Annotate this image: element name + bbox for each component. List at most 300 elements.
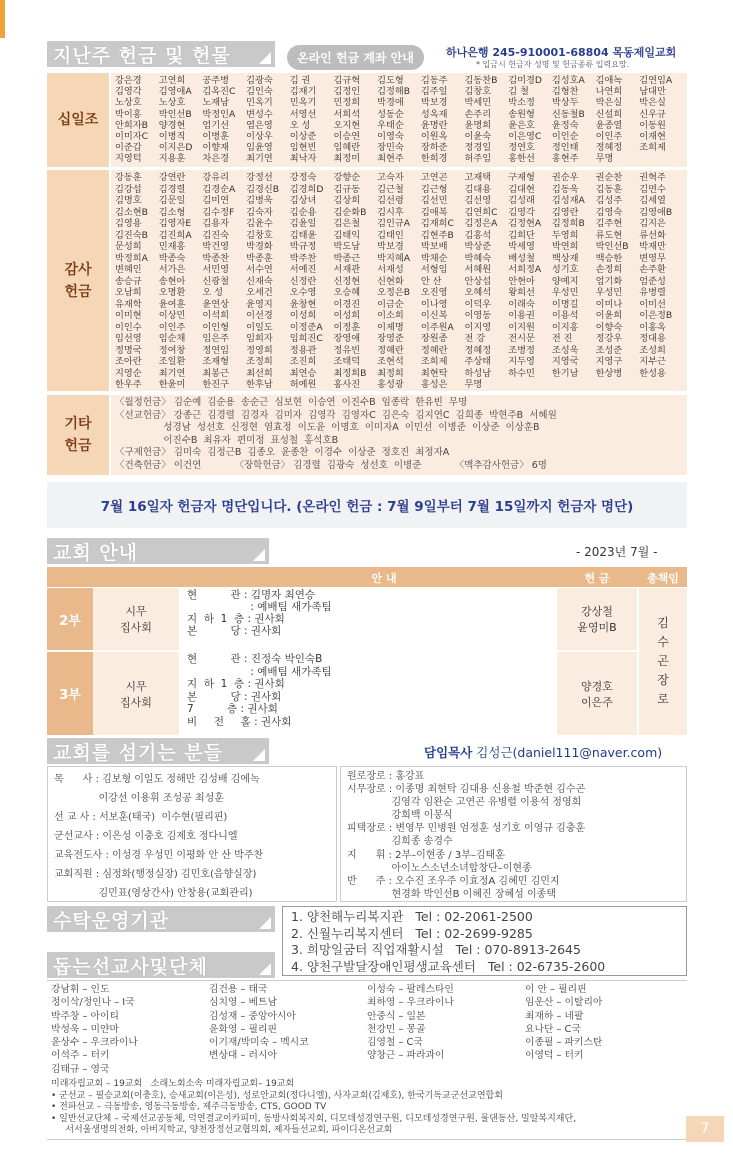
thanks-name: 김상희: [333, 195, 361, 206]
thanks-name: 무명: [464, 379, 483, 390]
service-3-offering-text: 양경호 이은주: [581, 679, 613, 709]
thanks-name: 김소형: [158, 206, 186, 218]
thanks-name: 이주원A: [420, 321, 454, 333]
missionary-entry: 이영덕 – 터키: [525, 1050, 584, 1062]
missions-title: 돕는선교사및단체: [53, 955, 208, 978]
thanks-name: 이덕우: [464, 298, 492, 310]
tithe-name: 장하준: [420, 142, 448, 154]
thanks-name: 김정희B: [551, 218, 585, 229]
trust-section-header: [47, 906, 275, 932]
tithe-name: 최낙자: [289, 153, 317, 165]
service-2-label: 2부: [59, 613, 81, 629]
thanks-name: 권순우: [551, 172, 579, 183]
thanks-row: [115, 379, 683, 391]
thanks-name: 박혜숙: [464, 252, 492, 264]
servant-line: 김영각 임완순 고연곤 유병렬 이용석 정영희: [347, 797, 582, 809]
missions-section-header: [47, 952, 275, 978]
thanks-name: 이미나: [595, 298, 623, 310]
tithe-name: 박인선B: [158, 108, 192, 120]
thanks-row: [115, 172, 683, 184]
tithe-name: 노상호: [158, 97, 186, 109]
servant-line: 김민표(영상간사) 안창용(교회관리): [54, 888, 253, 899]
missionary-row: [51, 1049, 683, 1062]
missionary-row: [51, 996, 683, 1009]
service-3-offering: [557, 652, 637, 735]
tithe-name: 임혜란: [333, 142, 361, 154]
missionary-entry: 윤화영 – 필리핀: [209, 1023, 277, 1035]
col-guide-header: 안 내: [371, 572, 397, 585]
header-corner-icon: [253, 549, 265, 561]
thanks-name: 류도현: [595, 229, 623, 241]
thanks-name: 윤창현: [289, 298, 317, 310]
etc-table: [47, 395, 687, 475]
missionary-entry: 안중식 – 일본: [367, 1010, 426, 1022]
guide-section-header: [47, 538, 269, 564]
tithe-name: 김옥진C: [202, 86, 236, 98]
missionary-entry: 심치영 – 베트남: [209, 997, 277, 1009]
thanks-name: 조진희: [289, 356, 317, 367]
tithe-name: 이병훈: [202, 130, 230, 142]
mission-extra-line: • 전파선교 – 극동방송, 영동극동방송, 제주극동방송, CTS, GOOD TV: [51, 1102, 327, 1112]
tithe-name: 이재현: [639, 130, 666, 142]
thanks-name: 변혜인: [115, 264, 142, 275]
tithe-row: [115, 142, 683, 153]
thanks-name: 장원종: [420, 333, 448, 344]
etc-line: 〈월정헌금〉 김순예 김순용 송순근 심보현 이승연 이진수B 임종락 한유빈 무명: [115, 397, 468, 408]
thanks-name: 송현아: [158, 275, 186, 287]
tithe-name: 최현주: [377, 153, 404, 165]
thanks-name: 유재학: [115, 298, 142, 310]
thanks-name: 한후남: [246, 379, 273, 390]
tithe-name: 김연임A: [639, 75, 673, 86]
thanks-name: 이지홍: [551, 321, 579, 333]
guide-table: [47, 567, 687, 735]
thanks-name: 권혁주: [639, 172, 666, 183]
online-offering-pill: 온라인 헌금 계좌 안내: [287, 45, 424, 70]
thanks-name: 김희단: [508, 229, 535, 241]
thanks-name: 김성래: [508, 195, 535, 206]
servant-line: 지 휘 : 2부–이현종 / 3부–김태훈: [347, 849, 505, 861]
tithe-row: [115, 131, 683, 142]
service-3-label: 3부: [59, 688, 81, 703]
servant-line: 선 교 사 : 서보훈(태국) 이수현(필리핀): [54, 812, 228, 823]
trust-title: 수탁운영기관: [53, 909, 170, 932]
thanks-name: 김순화B: [333, 206, 367, 218]
tithe-name: 오지현: [333, 119, 361, 131]
thanks-name: 조성희: [639, 344, 666, 356]
thanks-name: 김인규A: [377, 218, 411, 229]
trust-line: 2. 신월누리복지센터 Tel : 02-2699-9285: [291, 925, 533, 941]
tithe-name: 김인숙: [246, 86, 273, 98]
tithe-row: [115, 75, 683, 86]
thanks-name: 민재홍: [158, 241, 186, 252]
thanks-name: 이미현: [115, 310, 142, 321]
service-3-guide-lines: [187, 653, 547, 736]
thanks-name: 신정란: [289, 275, 317, 287]
guide-line: 지 하 1 층 : 권사회: [187, 613, 285, 625]
thanks-name: 조병정: [508, 344, 535, 356]
tithe-name: 공주병: [202, 75, 230, 86]
servants-right-box: [340, 766, 687, 902]
tithe-name: 정인태: [551, 142, 579, 154]
thanks-name: 한기남: [551, 367, 579, 379]
thanks-name: 최봉근: [202, 367, 230, 379]
tithe-name: 김도형: [377, 75, 404, 86]
thanks-row: [115, 195, 683, 207]
guide-title: 교회 안내: [53, 541, 139, 564]
thanks-name: 박종훈: [246, 252, 273, 264]
thanks-name: 이향숙: [595, 321, 623, 333]
mission-extra-line: • 군선교 – 필승교회(이충호), 승새교회(이은성), 성로안교회(정다니엘), 사자교회(김제호), 한국기독교군선교연합회: [51, 1090, 503, 1101]
thanks-name: 조정희: [246, 356, 273, 367]
tithe-table: [47, 73, 687, 167]
mission-extra-line: • 일반선교단체 – 국제선교공동체, 덕연결교이카피미, 동방사회복지회, 디모데성경연구원, 디모데성경연구원, 물댄동산, 밀알복지재단,: [51, 1113, 577, 1124]
thanks-name: 임순채: [158, 333, 186, 344]
servant-line: 현경화 박인선B 이혜진 장혜성 이종택: [347, 888, 556, 900]
tithe-name: 정경일: [464, 142, 492, 154]
thanks-row: [115, 207, 683, 219]
thanks-name: 구재형: [508, 172, 535, 183]
thanks-name: 엄기화: [595, 275, 623, 287]
missionary-entry: 변상대 – 러시아: [209, 1050, 277, 1062]
tithe-name: 민옥기: [246, 97, 273, 109]
thanks-name: 장영애: [333, 333, 361, 344]
thanks-name: 이성희: [289, 310, 317, 321]
thanks-name: 김숙자: [246, 206, 273, 218]
thanks-name: 김근철: [377, 183, 404, 195]
thanks-name: 유병렬: [639, 287, 666, 298]
tithe-name: 신설희: [595, 108, 623, 120]
tithe-name: 서영선: [289, 108, 317, 120]
pastor-label: 담임목사: [424, 745, 473, 760]
thanks-name: 박종찬: [202, 252, 230, 264]
thanks-row: [115, 345, 683, 357]
thanks-name: 이지원: [508, 321, 535, 333]
tithe-name: 무명: [595, 153, 614, 165]
thanks-name: 안상섭: [464, 275, 492, 287]
thanks-name: 김영자E: [158, 218, 192, 229]
tithe-label: 십일조: [47, 73, 109, 167]
trust-line: 4. 양천구발달장애인평생교육센터 Tel : 02-6735-2600: [291, 958, 606, 974]
thanks-name: 홍성광: [377, 379, 404, 390]
thanks-name: 김상녀: [289, 195, 317, 206]
thanks-name: 강연란: [158, 172, 186, 183]
tithe-name: 이준갑: [115, 142, 142, 154]
thanks-name: 서재관: [333, 264, 361, 275]
thanks-name: 신현화: [377, 275, 404, 287]
servants-title: 교회를 섬기는 분들: [53, 741, 224, 764]
thanks-name: 서가은: [158, 264, 186, 275]
missionary-row: [51, 1023, 683, 1036]
thanks-name: 임선영: [115, 333, 142, 344]
thanks-name: 김지은: [639, 218, 666, 229]
thanks-name: 이지영: [464, 321, 492, 333]
thanks-name: 김은철: [333, 218, 361, 229]
tithe-name: 민정희: [333, 97, 361, 109]
thanks-name: 고숙자: [377, 172, 404, 183]
tithe-name: 김정인: [333, 86, 361, 98]
thanks-name: 정연임: [202, 344, 230, 356]
thanks-name: 박인선B: [595, 241, 629, 252]
servant-line: 목 사 : 김보형 이일도 정해만 김성배 김에녹: [54, 774, 260, 785]
thanks-name: 강유리: [202, 172, 230, 183]
pastor-name: 김성근(daniel111@naver.com): [476, 745, 663, 760]
thanks-name: 한윤미: [158, 379, 186, 390]
thanks-name: 오수영: [289, 287, 317, 298]
etc-line: 성경남 성선호 신정현 염효정 이도윤 이명호 이미자A 이민선 이병준 이상준 이상훈B: [115, 422, 540, 433]
thanks-name: [639, 379, 683, 391]
servant-line: 원로장로 : 홍강표: [347, 771, 425, 782]
thanks-name: 이인주: [158, 321, 186, 333]
thanks-name: 이일도: [246, 321, 273, 333]
thanks-name: 손주환: [639, 264, 666, 275]
thanks-name: 한우주: [115, 379, 142, 390]
etc-label-text: 기타 헌금: [64, 416, 92, 454]
missionary-entry: 이 안 – 필리핀: [525, 984, 587, 995]
tithe-name: 나연희: [595, 86, 623, 98]
tithe-name: 이윤숙: [464, 130, 492, 142]
thanks-name: 이윤희: [595, 310, 623, 321]
thanks-name: 김연희C: [464, 206, 498, 218]
thanks-name: 김영용: [115, 218, 142, 229]
tithe-name: 장민숙: [377, 142, 404, 154]
etc-line: 이진수B 최유자 편미정 표성철 홍석호B: [115, 434, 339, 446]
etc-line: 〈구제헌금〉 김미숙 김정근B 김종오 윤종찬 이경수 이상준 정호진 최정자A: [115, 447, 450, 458]
tithe-name: 박경애: [377, 97, 404, 109]
missionary-entry: 이성숙 – 팔레스타인: [367, 984, 454, 995]
missionary-entry: 임운산 – 이탈리아: [525, 997, 603, 1009]
thanks-name: 이석희: [202, 310, 230, 321]
thanks-name: 오명환: [158, 287, 186, 298]
thanks-name: 김시후: [377, 206, 404, 218]
tithe-name: 윤명란: [420, 119, 448, 131]
tithe-row: [115, 109, 683, 120]
thanks-name: 김윤수: [246, 218, 273, 229]
thanks-name: 이용석: [551, 310, 579, 321]
thanks-name: 오승혜: [333, 287, 361, 298]
thanks-name: 김주현: [595, 218, 623, 229]
thanks-name: 김영숙: [595, 206, 623, 218]
thanks-name: 박재만: [639, 241, 666, 252]
thanks-name: 박규정: [289, 241, 317, 252]
tithe-name: 성동순: [377, 108, 404, 120]
thanks-name: 서희정A: [508, 264, 542, 275]
tithe-name: 박이홍: [115, 108, 142, 120]
page-number: 7: [686, 1116, 724, 1142]
tithe-name: 김광숙: [246, 75, 273, 86]
tithe-row: [115, 97, 683, 108]
tithe-name: 박소정: [508, 97, 535, 109]
offering-title: 지난주 헌금 및 헌물: [53, 44, 231, 67]
tithe-name: 지영턱: [115, 153, 142, 165]
thanks-name: 전 강: [464, 333, 486, 344]
thanks-row: [115, 356, 683, 368]
thanks-name: 박채순: [420, 252, 448, 264]
col-manager-header: 총책임: [647, 572, 679, 585]
missionary-entry: 김성재 – 중앙아시아: [209, 1010, 296, 1022]
thanks-name: 김경신B: [246, 183, 279, 195]
tithe-name: 엄기선: [202, 119, 230, 131]
thanks-name: 박종숙: [158, 252, 186, 264]
etc-lines: [115, 397, 683, 472]
thanks-name: 윤영지: [246, 298, 273, 310]
missionary-row: [51, 1036, 683, 1049]
tithe-name: 지용훈: [158, 153, 186, 165]
thanks-name: 김선민: [420, 195, 448, 206]
tithe-name: 박보경: [420, 97, 448, 109]
thanks-name: 우성민: [551, 287, 579, 298]
header-corner-icon: [259, 963, 271, 975]
orange-edge-decoration: [0, 0, 5, 38]
tithe-name: 이지은D: [158, 142, 193, 154]
thanks-name: 김애복: [420, 206, 448, 218]
col-offering-header: 헌 금: [584, 572, 610, 585]
trust-box: [282, 906, 687, 976]
missionary-entry: 박주창 – 아이티: [51, 1010, 119, 1022]
thanks-name: 김영란: [551, 206, 579, 218]
pastor-line: [424, 743, 662, 761]
servant-line: 교회직원 : 심정화(행정실장) 김민호(음향실장): [54, 869, 257, 880]
tithe-row: [115, 120, 683, 131]
thanks-name: 강동훈: [115, 172, 142, 183]
tithe-name: 안희자B: [115, 119, 148, 131]
thanks-name: 김면수: [639, 183, 666, 195]
thanks-name: 안 산: [420, 275, 442, 287]
tithe-name: 허주임: [464, 153, 492, 165]
tithe-name: 김창호: [464, 86, 492, 98]
thanks-row: [115, 287, 683, 299]
thanks-name: 성기호: [551, 264, 579, 275]
tithe-name: 김주일: [420, 86, 448, 98]
tithe-name: 이향재: [202, 142, 230, 154]
thanks-name: 류선화: [639, 229, 666, 241]
thanks-name: 임희진C: [289, 333, 323, 344]
thanks-name: 이명길: [551, 298, 579, 310]
servant-line: 강희백 이봉식: [347, 810, 453, 822]
thanks-name: 오세건: [246, 287, 273, 298]
tithe-name: 염은영: [246, 119, 273, 131]
missionary-entry: 김태규 – 영국: [51, 1063, 110, 1075]
thanks-name: 조태덕: [333, 356, 361, 367]
thanks-name: 하성남: [464, 367, 492, 379]
thanks-name: 이인형: [202, 321, 230, 333]
servant-line: 군선교사 : 이은성 이충호 김제호 정다니엘: [54, 831, 238, 842]
thanks-name: 왕희선: [508, 287, 535, 298]
guide-line: 현 관 : 진정숙 박인숙B: [187, 653, 323, 665]
servants-section-header: [47, 738, 269, 764]
thanks-name: 최연승: [289, 367, 317, 379]
tithe-name: 김규혁: [333, 75, 361, 86]
tithe-name: 이동원: [639, 119, 666, 131]
thanks-row: [115, 276, 683, 288]
missionary-entry: 박성욱 – 미얀마: [51, 1023, 119, 1035]
tithe-name: 성옥재: [420, 108, 448, 120]
tithe-name: 이승연: [333, 130, 361, 142]
guide-line: 지 하 1 층 : 권사회: [187, 678, 285, 691]
tithe-name: 김동주: [420, 75, 448, 86]
missionary-entry: 강남휘 – 인도: [51, 984, 110, 995]
thanks-name: 서형임: [420, 264, 448, 275]
thanks-name: 조성준: [595, 344, 623, 356]
thanks-name: 지영순: [115, 367, 142, 379]
thanks-name: 이래숙: [508, 298, 535, 310]
thanks-name: 최기연: [158, 367, 186, 379]
bank-note: * 입금시 헌금자 성명 및 헌금종류 입력요망.: [476, 60, 630, 69]
guide-line: : 예배팀 새가족팀: [187, 665, 332, 678]
thanks-name: 김규동: [333, 183, 361, 195]
thanks-name: 이미선: [639, 298, 666, 310]
thanks-name: 오 성: [202, 287, 224, 298]
tithe-name: 고연희: [158, 75, 186, 86]
missionary-entry: 이석주 – 터키: [51, 1050, 110, 1062]
tithe-name: 민옥기: [289, 97, 317, 109]
thanks-name: 장영준: [377, 333, 404, 344]
thanks-name: 오진영: [420, 287, 448, 298]
thanks-name: 조아란: [115, 356, 142, 367]
tithe-name: 오 성: [289, 119, 311, 131]
thanks-name: 김정은A: [464, 218, 498, 229]
offering-banner: 7월 16일자 헌금자 명단입니다. (온라인 헌금 : 7월 9일부터 7월 15일까지 헌금자 명단): [47, 482, 687, 528]
thanks-name: 한진구: [202, 379, 230, 390]
manager-text: 김 수 곤 장 로: [657, 616, 669, 706]
trust-line: 1. 양천해누리복지관 Tel : 02-2061-2500: [291, 909, 533, 924]
guide-line: 현 관 : 김명자 최연승: [187, 589, 316, 601]
tithe-name: 박은실: [639, 97, 666, 109]
thanks-name: 김영애B: [639, 206, 673, 218]
tithe-name: 윤종열: [595, 119, 623, 131]
thanks-name: 김성주: [595, 195, 623, 206]
thanks-name: 김명호: [115, 195, 142, 206]
thanks-name: 정혜란: [420, 344, 448, 356]
thanks-row: [115, 264, 683, 276]
thanks-name: 정영희: [246, 344, 273, 356]
tithe-name: 김애녹: [595, 75, 623, 86]
thanks-row: [115, 299, 683, 311]
thanks-name: 이영동: [464, 310, 492, 321]
thanks-name: 윤여훈: [158, 298, 186, 310]
missionary-entry: 천강민 – 몽골: [367, 1023, 426, 1035]
guide-line: 본 당 : 권사회: [187, 690, 282, 703]
thanks-name: 서혜원: [464, 264, 492, 275]
thanks-name: 이인수: [115, 321, 142, 333]
tithe-name: 박정인A: [202, 108, 236, 120]
tithe-name: 김영애A: [158, 86, 192, 98]
missionary-entry: 요나단 – C국: [525, 1023, 581, 1035]
tithe-name: 김 철: [508, 86, 529, 98]
tithe-name: 정연호: [508, 142, 535, 154]
etc-line: 〈선교헌금〉 강종근 김경렬 김경자 김미자 김영각 김영자C 김은숙 김지연C 김희종 박현주B 서혜원: [115, 409, 557, 421]
thanks-row: [115, 218, 683, 230]
thanks-name: 김대용: [464, 183, 492, 195]
thanks-name: 안현아: [508, 275, 535, 287]
thanks-name: 박주찬: [289, 252, 317, 264]
tithe-name: 김형찬: [551, 86, 579, 98]
tithe-name: 정혜정: [595, 142, 623, 154]
guide-line: 비 전 홀 : 권사회: [187, 715, 292, 728]
thanks-name: 김홍석: [464, 229, 492, 241]
missions-box: [47, 980, 687, 1140]
guide-date: - 2023년 7월 -: [576, 545, 658, 559]
thanks-row: [115, 184, 683, 196]
thanks-name: 박보경: [377, 241, 404, 252]
thanks-name: 김경순A: [202, 183, 236, 195]
tithe-name: 이병직: [158, 130, 186, 142]
thanks-name: 박보배: [420, 241, 448, 252]
thanks-name: 임희자: [246, 333, 273, 344]
tithe-name: 양경현: [158, 119, 186, 131]
trust-line: 3. 희망일굼터 직업재활시설 Tel : 070-8913-2645: [291, 942, 581, 957]
tithe-name: 손주리: [464, 108, 492, 120]
